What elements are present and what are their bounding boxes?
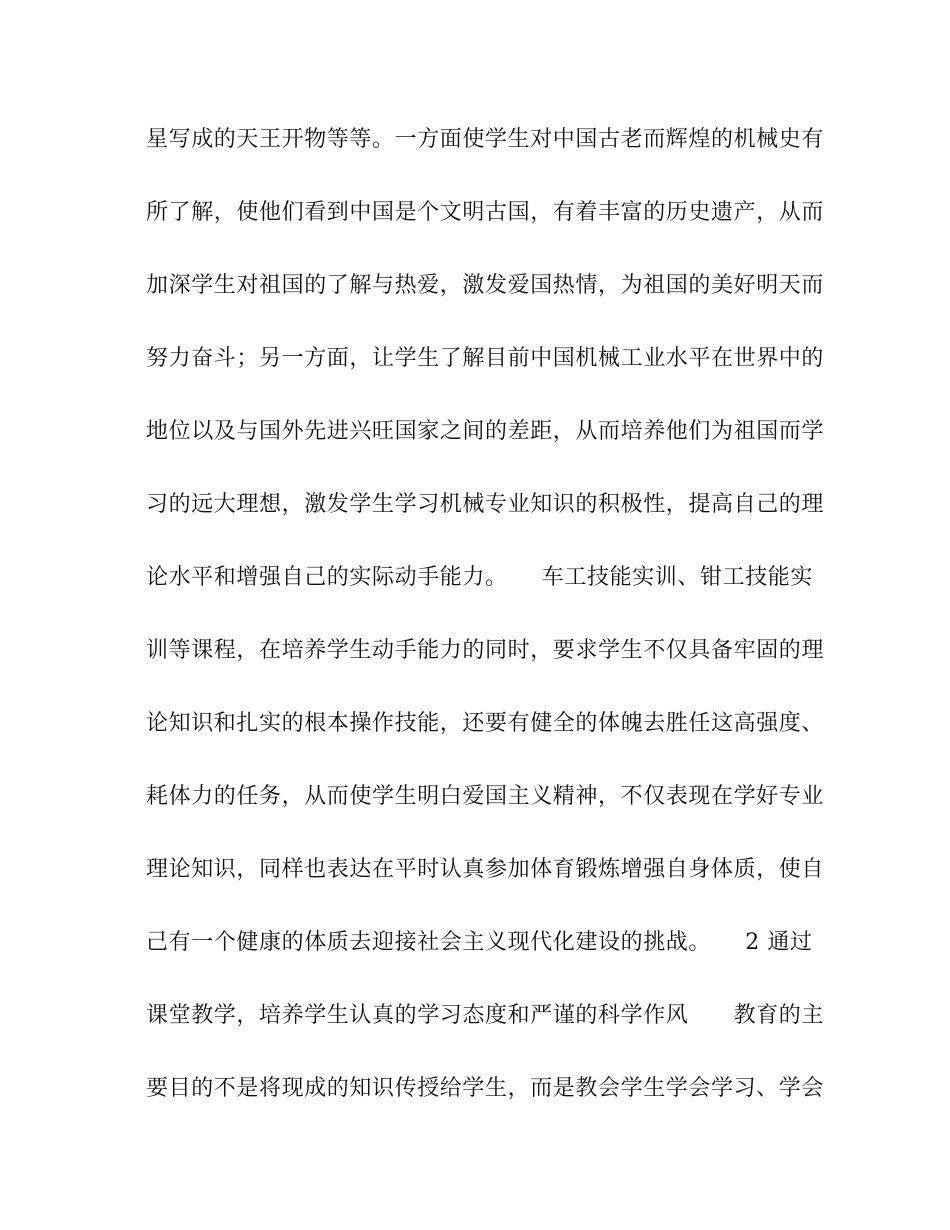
text-line: 耗体力的任务，从而使学生明白爱国主义精神，不仅表现在学好专业 — [146, 784, 825, 809]
text-line: 努力奋斗；另一方面，让学生了解目前中国机械工业水平在世界中的 — [146, 346, 825, 371]
text-line: 地位以及与国外先进兴旺国家之间的差距，从而培养他们为祖国而学 — [146, 419, 825, 444]
text-line: 论水平和增强自己的实际动手能力。 车工技能实训、钳工技能实 — [146, 565, 814, 590]
text-line: 所了解，使他们看到中国是个文明古国，有着丰富的历史遗产，从而 — [146, 200, 825, 225]
text-line: 课堂教学，培养学生认真的学习态度和严谨的科学作风 教育的主 — [146, 1003, 825, 1028]
text-line: 星写成的天王开物等等。一方面使学生对中国古老而辉煌的机械史有 — [146, 127, 825, 152]
body-text — [146, 117, 825, 1139]
text-line: 加深学生对祖国的了解与热爱，激发爱国热情，为祖国的美好明天而 — [146, 273, 825, 298]
text-line: 理论知识，同样也表达在平时认真参加体育锻炼增强自身体质，使自 — [146, 857, 825, 882]
text-line: 训等课程，在培养学生动手能力的同时，要求学生不仅具备牢固的理 — [146, 638, 825, 663]
text-line: 己有一个健康的体质去迎接社会主义现代化建设的挑战。 2 通过 — [146, 930, 813, 955]
text-line: 要目的不是将现成的知识传授给学生，而是教会学生学会学习、学会 — [146, 1076, 825, 1101]
text-line: 习的远大理想，激发学生学习机械专业知识的积极性，提高自己的理 — [146, 492, 825, 517]
text-line: 论知识和扎实的根本操作技能，还要有健全的体魄去胜任这高强度、 — [146, 711, 825, 736]
